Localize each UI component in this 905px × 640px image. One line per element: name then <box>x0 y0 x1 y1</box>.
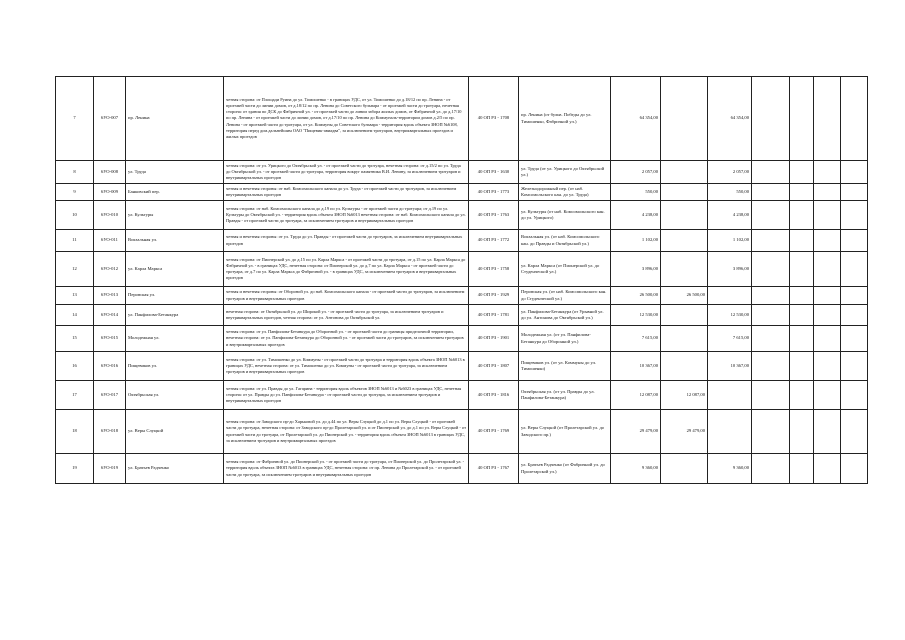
table-row <box>56 161 868 184</box>
road-bounds: ул. Братьев Радченко (от Фабричной ул. до Пролетарской ул.) <box>519 454 611 484</box>
registry-number: 40 ОП РЗ - 1929 <box>469 287 519 305</box>
empty-col-c <box>814 77 841 161</box>
road-name: ул. Культуры <box>126 201 224 230</box>
empty-col-b <box>790 454 814 484</box>
row-number: 12 <box>56 252 94 287</box>
empty-col-d <box>841 77 868 161</box>
row-number: 7 <box>56 77 94 161</box>
empty-col-a <box>752 230 790 252</box>
row-number: 19 <box>56 454 94 484</box>
road-code: 6УО-010 <box>94 201 126 230</box>
area-category-1 <box>661 326 708 352</box>
empty-col-a <box>752 77 790 161</box>
registry-number: 40 ОП РЗ - 1767 <box>469 454 519 484</box>
row-number: 16 <box>56 352 94 381</box>
table-row <box>56 381 868 410</box>
area-total: 12 087,00 <box>611 381 661 410</box>
row-number: 9 <box>56 184 94 201</box>
road-description: четная сторона: от Площади Руина до ул. Тимошенко - в границах УДС, от ул. Тимошенко до д.18/12 по пр. Ленина - от проезжей части до линии домов, от д.18/12 по пр. Ленина до Советского бульвара - от проезжей части до тротуара, нечетная сторона: от здания по ДСК до Фабричной ул. - от проезжей части до линии забора жилых домов, от Фабричной ул. до д.17/10 по пр. Ленина - от проезжей части до линии домов, от д.17/10 по пр. Ленина до Коммуналь-территории домов д.2/5 по пр. Ленина - от проезжей части до тротуара, от ул. Коммуны до Советского бульвара - территория вдоль объекта ЗНОП №6108, территория перед дом.дальнейшим ОАО "Пищевик-авиадва", за исключением тротуаров, внутриквартальных проездов и жилых проездов <box>224 77 469 161</box>
area-total: 2 057,00 <box>611 161 661 184</box>
area-total: 10 367,00 <box>611 352 661 381</box>
empty-col-c <box>814 230 841 252</box>
empty-col-d <box>841 381 868 410</box>
empty-col-d <box>841 410 868 454</box>
road-description: четная сторона: от наб. Комсомольского канала до д.19 по ул. Культуры - от проезжей части до тротуара; от д.19 по ул. Культуры до Октябрьской ул. - территория вдоль объекта ЗНОП №6013 нечетная сторона: от наб. Комсомольского канала до ул. Правды - от проезжей части до тротуара, за исключением тротуаров и внутриквартальных проездов <box>224 201 469 230</box>
empty-col-a <box>752 326 790 352</box>
road-description: четная и нечетная стороны: от наб. Комсомольского канала до ул. Труда - от проезжей части до тротуаров, за исключением внутриквартальных проездов <box>224 184 469 201</box>
area-category-2: 3 896,00 <box>708 252 752 287</box>
registry-number: 40 ОП РЗ - 1630 <box>469 161 519 184</box>
road-name: ул. Карла Маркса <box>126 252 224 287</box>
table-row <box>56 305 868 326</box>
document-page <box>55 76 867 484</box>
empty-col-b <box>790 381 814 410</box>
road-name: пр. Ленина <box>126 77 224 161</box>
empty-col-a <box>752 252 790 287</box>
table-row <box>56 230 868 252</box>
road-bounds: ул. Веры Слуцкой (от Пролетарской ул. до Заводского пр.) <box>519 410 611 454</box>
empty-col-a <box>752 201 790 230</box>
empty-col-d <box>841 184 868 201</box>
row-number: 17 <box>56 381 94 410</box>
road-code: 6УО-014 <box>94 305 126 326</box>
empty-col-a <box>752 305 790 326</box>
empty-col-b <box>790 305 814 326</box>
table-row <box>56 77 868 161</box>
empty-col-d <box>841 230 868 252</box>
road-bounds: Железнодорожный пер. (от наб. Комсомольского кан. до ул. Труда) <box>519 184 611 201</box>
registry-number: 40 ОП РЗ - 1816 <box>469 381 519 410</box>
road-description: четная и нечетная стороны: от ул. Труда до ул. Правды - от проезжей части до тротуаров, за исключением внутриквартальных проездов <box>224 230 469 252</box>
area-total: 4 238,00 <box>611 201 661 230</box>
area-category-1 <box>661 161 708 184</box>
empty-col-c <box>814 381 841 410</box>
registry-number: 40 ОП РЗ - 1773 <box>469 184 519 201</box>
table-row <box>56 326 868 352</box>
area-category-2: 4 238,00 <box>708 201 752 230</box>
road-code: 6УО-008 <box>94 161 126 184</box>
empty-col-c <box>814 201 841 230</box>
area-category-1 <box>661 305 708 326</box>
empty-col-b <box>790 352 814 381</box>
road-code: 6УО-017 <box>94 381 126 410</box>
empty-col-a <box>752 287 790 305</box>
roads-table <box>55 76 868 484</box>
area-category-1 <box>661 77 708 161</box>
area-total: 3 896,00 <box>611 252 661 287</box>
area-category-1 <box>661 230 708 252</box>
area-total: 12 530,00 <box>611 305 661 326</box>
registry-number: 40 ОП РЗ - 1763 <box>469 201 519 230</box>
area-total: 29 479,00 <box>611 410 661 454</box>
empty-col-d <box>841 352 868 381</box>
row-number: 11 <box>56 230 94 252</box>
empty-col-c <box>814 252 841 287</box>
empty-col-c <box>814 352 841 381</box>
empty-col-a <box>752 184 790 201</box>
empty-col-b <box>790 287 814 305</box>
row-number: 14 <box>56 305 94 326</box>
registry-number: 40 ОП РЗ - 1807 <box>469 352 519 381</box>
road-code: 6УО-011 <box>94 230 126 252</box>
road-code: 6УО-019 <box>94 454 126 484</box>
registry-number: 40 ОП РЗ - 1772 <box>469 230 519 252</box>
empty-col-c <box>814 184 841 201</box>
road-name: Перовская ул. <box>126 287 224 305</box>
road-bounds: ул. Карла Маркса (от Пионерской ул. до Студенческой ул.) <box>519 252 611 287</box>
area-category-1: 29 479,00 <box>661 410 708 454</box>
area-category-1 <box>661 352 708 381</box>
empty-col-a <box>752 410 790 454</box>
empty-col-a <box>752 161 790 184</box>
empty-col-c <box>814 305 841 326</box>
area-category-2: 12 530,00 <box>708 305 752 326</box>
road-bounds: Молодежная ул. (от ул. Панфилова-Бетанкура до Оборонной ул.) <box>519 326 611 352</box>
road-description: четная сторона: от ул. Урицкого до Октябрьской ул. - от проезжей части до тротуара, нечетная сторона: от д.15/2 по ул. Труда до Октябрьской ул. - от проезжей части до тротуара, территория вокруг памятника В.И. Ленину, за исключением тротуаров и внутриквартальных проездов <box>224 161 469 184</box>
road-code: 6УО-013 <box>94 287 126 305</box>
empty-col-c <box>814 410 841 454</box>
row-number: 13 <box>56 287 94 305</box>
road-bounds: ул. Панфилова-Бетанкура (от Урывной ул. до ул. Антонова до Октябрьской ул.) <box>519 305 611 326</box>
road-bounds: Октябрьская ул. (от ул. Правды до ул. Панфилова-Бетанкура) <box>519 381 611 410</box>
road-description: четная сторона: от Фабричной ул. до Пионерской ул. - от проезжей части до тротуара, от Пионерской ул. до Пролетарской ул. - территория вдоль объекта ЗНОП №6013 в границах УДС, нечетная сторона: от пр. Ленина до Пролетарской ул. - от проезжей части до тротуара, за исключением тротуаров и внутриквартальных проездов <box>224 454 469 484</box>
area-category-2: 64 354,00 <box>708 77 752 161</box>
empty-col-d <box>841 201 868 230</box>
road-description: четная сторона: от ул. Правды до ул. Гагарина - территория вдоль объектов ЗНОП №6013 и №6023 в границах УДС, нечетная сторона: от ул. Правды до ул. Панфилова-Бетанкура - от проезжей части до тротуара, за исключением тротуаров и внутриквартальных проездов <box>224 381 469 410</box>
road-description: четная сторона: от ул. Панфилова-Бетанкура до Оборонной ул. - от проезжей части до границы приделочной территории, нечетная сторона: от ул. Панфилова-Бетанкура до Оборонной ул. - от проезжей части до тротуаров, за исключением тротуаров и внутриквартальных проездов <box>224 326 469 352</box>
table-row <box>56 352 868 381</box>
road-bounds: пр. Ленина (от бульв. Победы до ул. Тимошенко, Фабричной ул.) <box>519 77 611 161</box>
row-number: 8 <box>56 161 94 184</box>
area-category-2: 10 367,00 <box>708 352 752 381</box>
area-total: 7 615,00 <box>611 326 661 352</box>
road-description: нечетная сторона: от Октябрьской ул. до Широкой ул. - от проезжей части до тротуара, за исключением тротуаров и внутриквартальных проездов, четная сторона: от ул. Антонова до Октябрьской ул. <box>224 305 469 326</box>
road-name: Банковский пер. <box>126 184 224 201</box>
registry-number: 40 ОП РЗ - 1781 <box>469 305 519 326</box>
road-name: Молодежная ул. <box>126 326 224 352</box>
road-name: Вокзальная ул. <box>126 230 224 252</box>
table-row <box>56 410 868 454</box>
table-row <box>56 287 868 305</box>
road-code: 6УО-009 <box>94 184 126 201</box>
area-category-1: 26 500,00 <box>661 287 708 305</box>
area-category-2 <box>708 381 752 410</box>
area-category-1 <box>661 454 708 484</box>
empty-col-a <box>752 352 790 381</box>
registry-number: 40 ОП РЗ - 1769 <box>469 410 519 454</box>
road-name: Октябрьская ул. <box>126 381 224 410</box>
empty-col-b <box>790 410 814 454</box>
registry-number: 40 ОП РЗ - 1758 <box>469 252 519 287</box>
empty-col-c <box>814 454 841 484</box>
road-code: 6УО-012 <box>94 252 126 287</box>
road-name: ул. Братьев Радченко <box>126 454 224 484</box>
road-code: 6УО-015 <box>94 326 126 352</box>
table-row <box>56 454 868 484</box>
empty-col-b <box>790 201 814 230</box>
road-code: 6УО-016 <box>94 352 126 381</box>
empty-col-b <box>790 161 814 184</box>
table-row <box>56 184 868 201</box>
road-description: четная и нечетная стороны: от Обороной ул. до наб. Комсомольского канала - от проезжей части до тротуаров, за исключением тротуаров и внутриквартальных проездов <box>224 287 469 305</box>
empty-col-b <box>790 326 814 352</box>
area-category-2 <box>708 287 752 305</box>
empty-col-a <box>752 381 790 410</box>
road-bounds: ул. Культуры (от наб. Комсомольского кан. до ул. Урицкого) <box>519 201 611 230</box>
road-code: 6УО-007 <box>94 77 126 161</box>
road-bounds: Перовская ул. (от наб. Комсомольского кан. до Студенческой ул.) <box>519 287 611 305</box>
area-category-1 <box>661 184 708 201</box>
area-category-2 <box>708 410 752 454</box>
empty-col-c <box>814 161 841 184</box>
road-bounds: Пищевиков ул. (от ул. Коммуны до ул. Тимошенко) <box>519 352 611 381</box>
area-total: 26 500,00 <box>611 287 661 305</box>
road-description: четная сторона: от Пионерской ул. до д.15 по ул. Карла Маркса - от проезжей части до тротуара, от д.15 по ул. Карла Маркса до Фабричной ул. - в границах УДС, нечетная сторона: от Пионерской ул. до д.7 по ул. Карла Маркса - от проезжей части до тротуара, от д.7 по ул. Карла Маркса до Фабричной ул. - в границах УДС, за исключением тротуаров и внутриквартальных проездов <box>224 252 469 287</box>
row-number: 15 <box>56 326 94 352</box>
area-category-1 <box>661 252 708 287</box>
empty-col-a <box>752 454 790 484</box>
area-category-2: 9 360,00 <box>708 454 752 484</box>
row-number: 18 <box>56 410 94 454</box>
registry-number: 40 ОП РЗ - 1901 <box>469 326 519 352</box>
area-total: 9 360,00 <box>611 454 661 484</box>
empty-col-d <box>841 287 868 305</box>
road-bounds: ул. Труда (от ул. Урицкого до Октябрьской ул.) <box>519 161 611 184</box>
road-code: 6УО-018 <box>94 410 126 454</box>
row-number: 10 <box>56 201 94 230</box>
empty-col-b <box>790 252 814 287</box>
area-total: 1 102,00 <box>611 230 661 252</box>
road-description: четная сторона: от ул. Тимошенко до ул. Коммуны - от проезжей части до тротуара и территория вдоль объекта ЗНОП №6013 в границах УДС, нечетная сторона: от ул. Тимошенко до ул. Коммуны - от проезжей части до тротуара, за исключением тротуаров и внутриквартальных проездов <box>224 352 469 381</box>
road-name: ул. Веры Слуцкой <box>126 410 224 454</box>
area-total: 64 354,00 <box>611 77 661 161</box>
area-category-2: 1 102,00 <box>708 230 752 252</box>
area-category-2: 550,00 <box>708 184 752 201</box>
registry-number: 40 ОП РЗ - 1708 <box>469 77 519 161</box>
empty-col-d <box>841 161 868 184</box>
road-name: ул. Труда <box>126 161 224 184</box>
table-row <box>56 201 868 230</box>
road-name: Пищевиков ул. <box>126 352 224 381</box>
empty-col-d <box>841 305 868 326</box>
area-category-2: 2 057,00 <box>708 161 752 184</box>
empty-col-d <box>841 454 868 484</box>
area-category-2: 7 615,00 <box>708 326 752 352</box>
area-category-1 <box>661 201 708 230</box>
table-row <box>56 252 868 287</box>
road-description: четная сторона: от Заводского пр-до Харьковой ул. до д.44 по ул. Веры Слуцкой до д.1 по ул. Веры Слуцкой - от проезжей части до тротуара, нечетная сторона: от Заводского пр-до Пролетарской ул. и от Пионерской ул. до д.1 по ул. Веры Слуцкой - от проезжей части до тротуара, от Пролетарской ул. до Пионерской ул. - территория вдоль объекта ЗНОП №6013 в границах УДС, за исключением тротуаров и внутриквартальных проездов <box>224 410 469 454</box>
empty-col-b <box>790 230 814 252</box>
empty-col-b <box>790 77 814 161</box>
area-total: 550,00 <box>611 184 661 201</box>
empty-col-c <box>814 326 841 352</box>
empty-col-b <box>790 184 814 201</box>
area-category-1: 12 087,00 <box>661 381 708 410</box>
empty-col-c <box>814 287 841 305</box>
road-name: ул. Панфилова-Бетанкура <box>126 305 224 326</box>
empty-col-d <box>841 252 868 287</box>
empty-col-d <box>841 326 868 352</box>
road-bounds: Вокзальная ул. (от наб. Комсомольского кан. до Правды и Октябрьской ул.) <box>519 230 611 252</box>
